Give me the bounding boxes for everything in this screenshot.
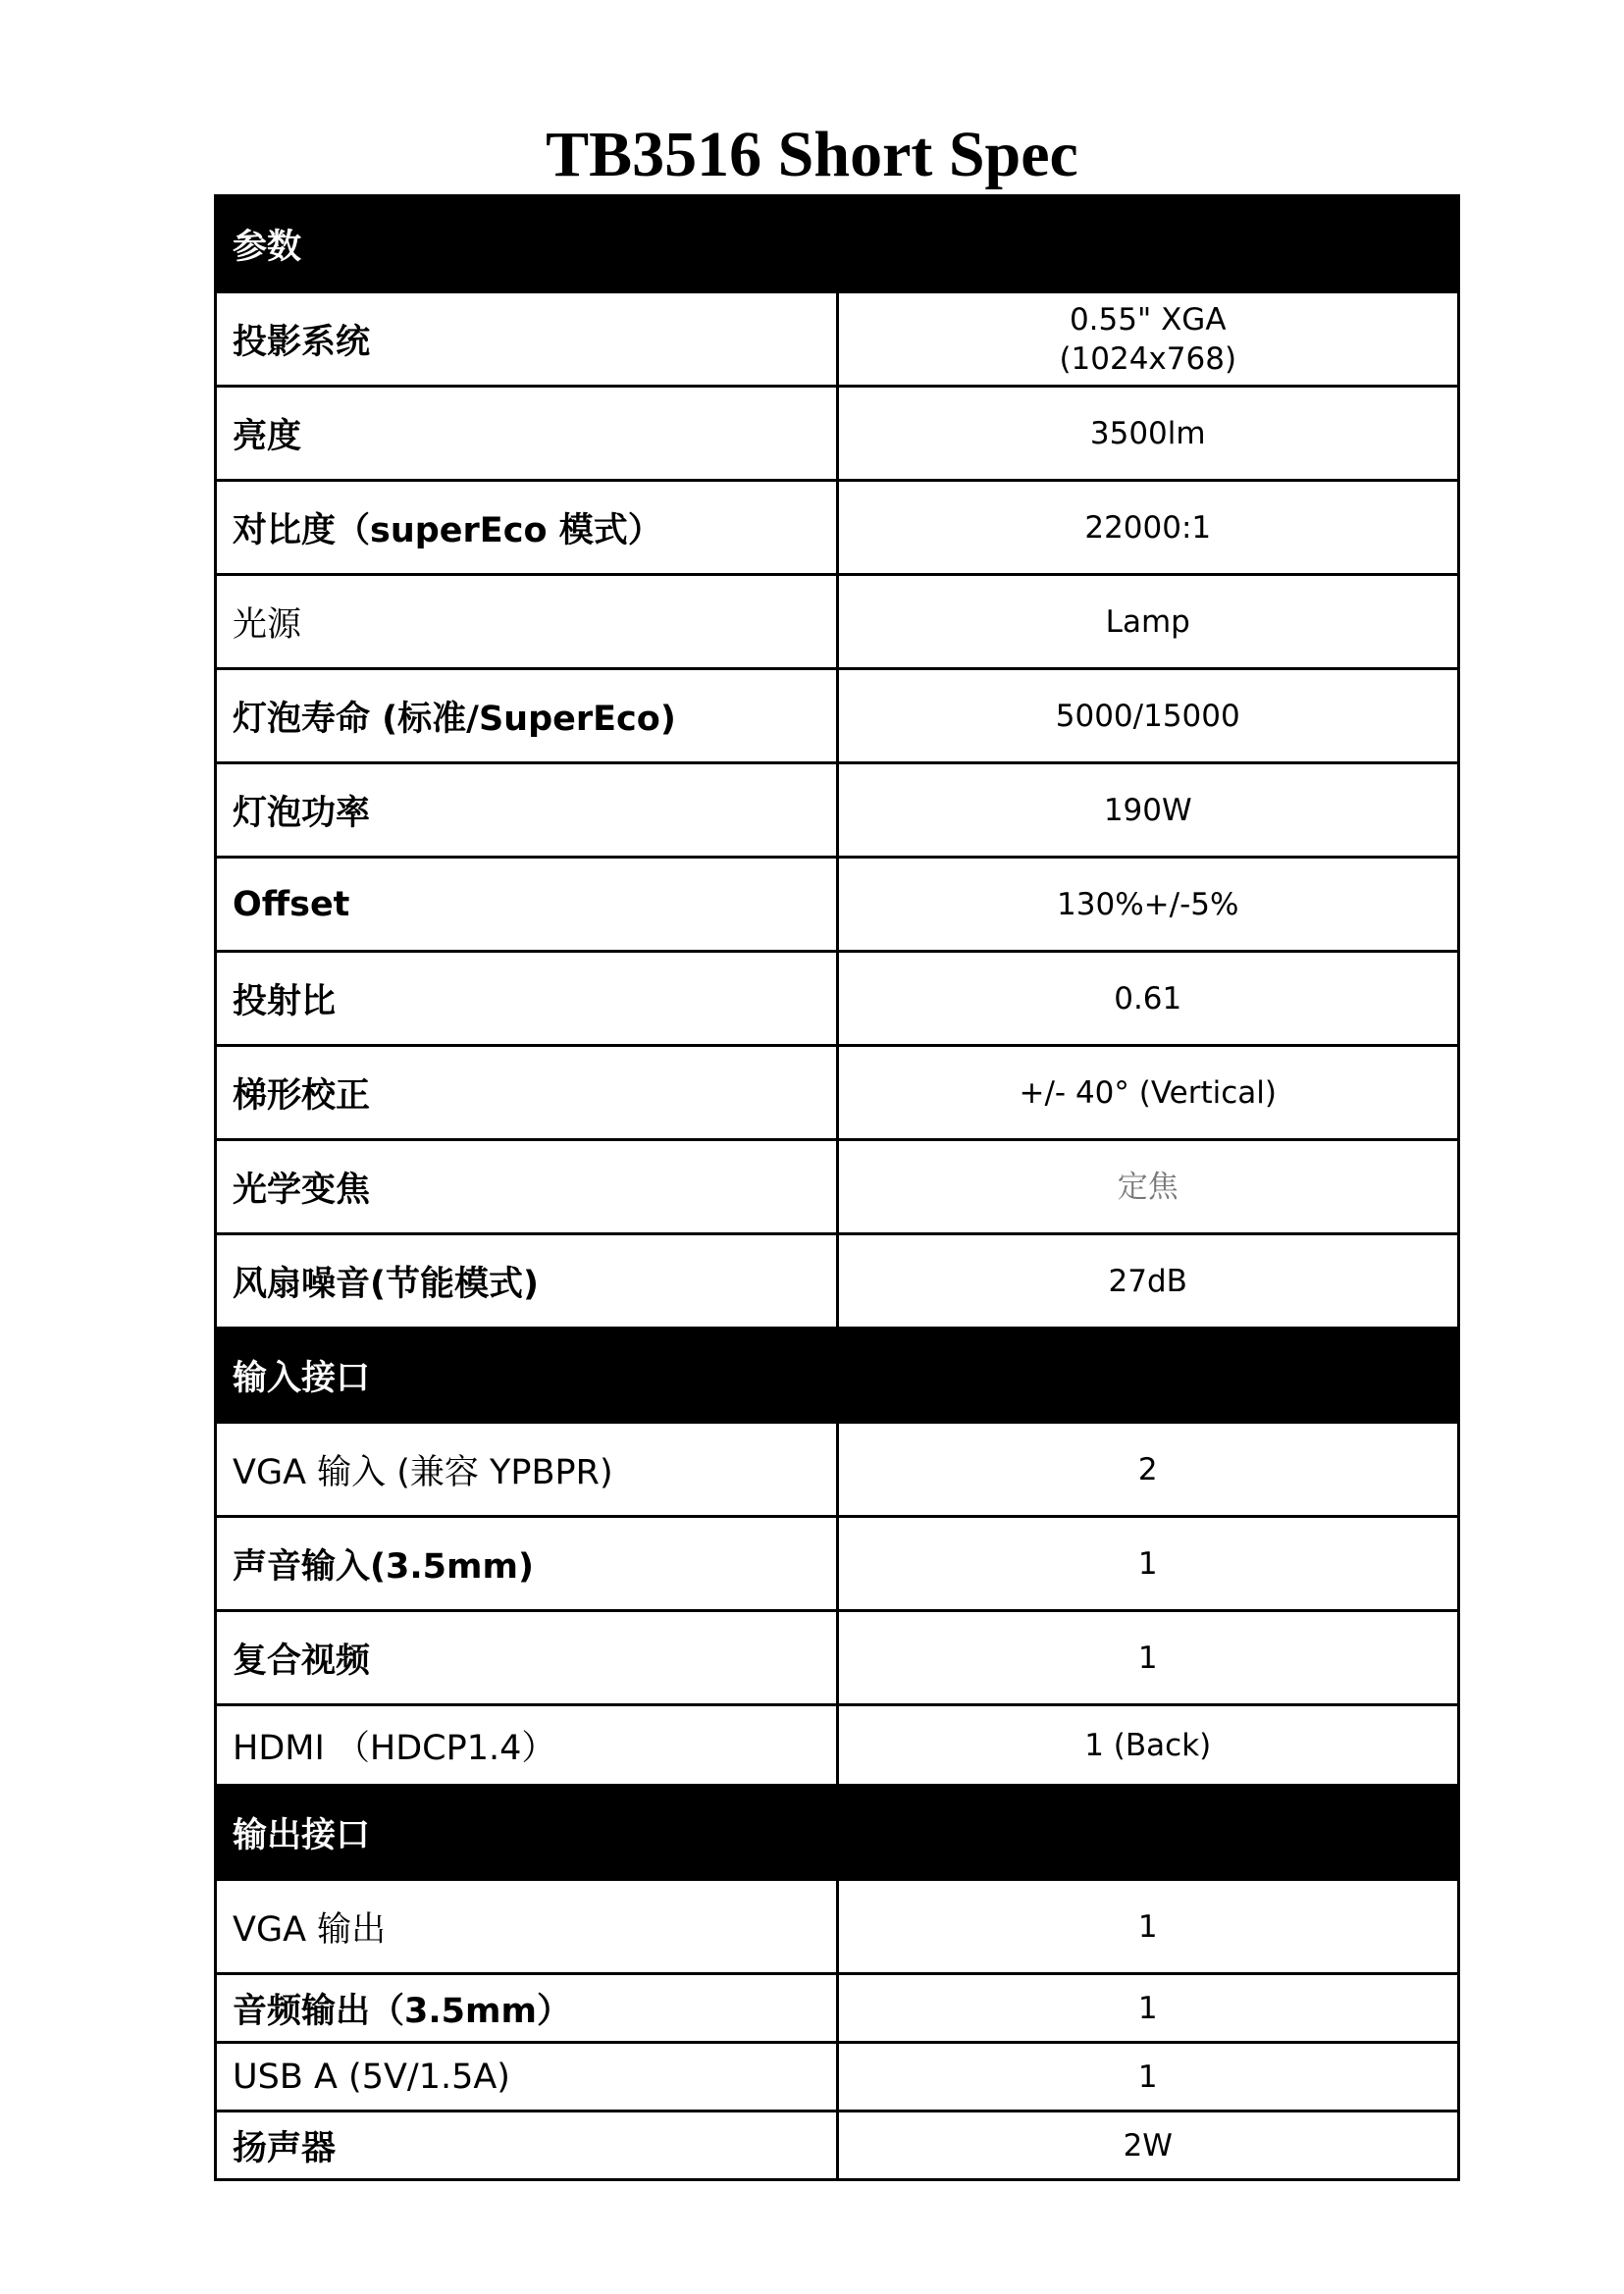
spec-value: 22000:1 [837, 481, 1459, 575]
spec-row [216, 952, 1459, 1046]
spec-row [216, 2112, 1459, 2180]
spec-row [216, 1974, 1459, 2043]
spec-row [216, 1046, 1459, 1140]
spec-row [216, 1140, 1459, 1234]
spec-row [216, 1611, 1459, 1705]
spec-value: 1 [837, 1517, 1459, 1611]
spec-label: 投射比 [216, 952, 838, 1046]
spec-value: 1 [837, 2043, 1459, 2112]
spec-table [214, 194, 1460, 2181]
spec-label: 扬声器 [216, 2112, 838, 2180]
spec-row [216, 1234, 1459, 1329]
spec-value: 130%+/-5% [837, 858, 1459, 952]
spec-row [216, 669, 1459, 763]
spec-row [216, 1880, 1459, 1974]
spec-row [216, 858, 1459, 952]
spec-value: 1 [837, 1880, 1459, 1974]
spec-row [216, 292, 1459, 387]
section-header [216, 1786, 1459, 1880]
spec-label: HDMI （HDCP1.4） [216, 1705, 838, 1786]
section-heading: 输出接口 [216, 1786, 1459, 1880]
spec-label: VGA 输入 (兼容 YPBPR) [216, 1423, 838, 1517]
spec-row [216, 1705, 1459, 1786]
spec-label: Offset [216, 858, 838, 952]
spec-label: 风扇噪音(节能模式) [216, 1234, 838, 1329]
section-heading: 参数 [216, 196, 1459, 292]
spec-value: 定焦 [837, 1140, 1459, 1234]
spec-row [216, 481, 1459, 575]
spec-row [216, 1517, 1459, 1611]
spec-label: 音频输出（3.5mm） [216, 1974, 838, 2043]
section-header [216, 1329, 1459, 1423]
section-header [216, 196, 1459, 292]
spec-value: 2 [837, 1423, 1459, 1517]
spec-value: 190W [837, 763, 1459, 858]
spec-row [216, 1423, 1459, 1517]
spec-label: 灯泡功率 [216, 763, 838, 858]
spec-row [216, 2043, 1459, 2112]
spec-row [216, 575, 1459, 669]
spec-value: 1 [837, 1974, 1459, 2043]
spec-row [216, 763, 1459, 858]
spec-value: 1 (Back) [837, 1705, 1459, 1786]
spec-value: 0.55" XGA (1024x768) [837, 292, 1459, 387]
spec-label: 复合视频 [216, 1611, 838, 1705]
document-title: TB3516 Short Spec [546, 119, 1078, 190]
spec-value: 27dB [837, 1234, 1459, 1329]
spec-label: USB A (5V/1.5A) [216, 2043, 838, 2112]
spec-value: 1 [837, 1611, 1459, 1705]
spec-label: 对比度（superEco 模式） [216, 481, 838, 575]
spec-value: 0.61 [837, 952, 1459, 1046]
spec-label: 投影系统 [216, 292, 838, 387]
spec-label: 灯泡寿命 (标准/SuperEco) [216, 669, 838, 763]
spec-value: 2W [837, 2112, 1459, 2180]
spec-label: 声音输入(3.5mm) [216, 1517, 838, 1611]
spec-row [216, 387, 1459, 481]
spec-table-body [216, 196, 1459, 2180]
section-heading: 输入接口 [216, 1329, 1459, 1423]
spec-value: 3500lm [837, 387, 1459, 481]
spec-value: +/- 40° (Vertical) [837, 1046, 1459, 1140]
spec-label: 光源 [216, 575, 838, 669]
spec-label: 光学变焦 [216, 1140, 838, 1234]
spec-label: VGA 输出 [216, 1880, 838, 1974]
spec-value: Lamp [837, 575, 1459, 669]
spec-label: 亮度 [216, 387, 838, 481]
spec-label: 梯形校正 [216, 1046, 838, 1140]
spec-value: 5000/15000 [837, 669, 1459, 763]
